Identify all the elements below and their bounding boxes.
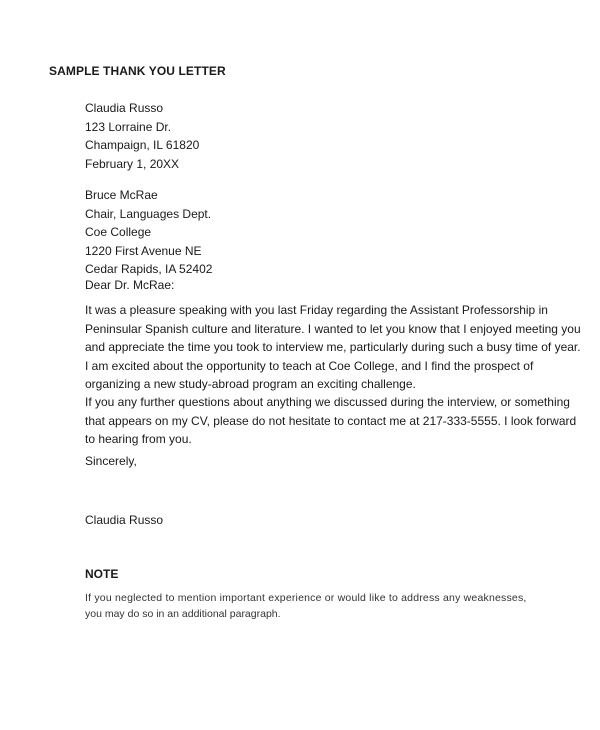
salutation: Dear Dr. McRae: [85,278,175,292]
paragraph-line: that appears on my CV, please do not hesitate to contact me at 217-333-5555. I look forward [85,413,577,428]
signature-name: Claudia Russo [85,513,164,527]
recipient-name: Bruce McRae [85,188,158,202]
paragraph-line: Peninsular Spanish culture and literature. I wanted to let you know that I enjoyed meeting you [85,321,581,336]
body-paragraph-1 [85,301,581,394]
note-heading: NOTE [85,567,119,581]
note-line: If you neglected to mention important experience or would like to address any weaknesses, [85,592,527,604]
sender-city: Champaign, IL 61820 [85,138,200,152]
note-line: you may do so in an additional paragraph. [85,608,281,620]
paragraph-line: and appreciate the time you took to interview me, particularly during such a busy time of year. [85,340,581,354]
note-text [85,590,527,622]
closing: Sincerely, [85,454,137,468]
paragraph-line: to hearing from you. [85,432,192,446]
recipient-organization: Coe College [85,225,152,239]
paragraph-line: It was a pleasure speaking with you last Friday regarding the Assistant Professorship in [85,303,548,317]
body-paragraph-2 [85,393,576,449]
recipient-address [85,186,212,279]
recipient-city: Cedar Rapids, IA 52402 [85,262,213,276]
paragraph-line: organizing a new study-abroad program an exciting challenge. [85,377,416,391]
paragraph-line: If you any further questions about anything we discussed during the interview, or something [85,395,570,409]
letter-date: February 1, 20XX [85,157,180,171]
sender-street: 123 Lorraine Dr. [85,119,172,134]
sender-address [85,99,199,155]
recipient-street: 1220 First Avenue NE [85,243,202,258]
recipient-title: Chair, Languages Dept. [85,206,212,221]
document-title: SAMPLE THANK YOU LETTER [49,64,226,78]
paragraph-line: I am excited about the opportunity to teach at Coe College, and I find the prospect of [85,358,534,373]
sender-name: Claudia Russo [85,101,164,115]
